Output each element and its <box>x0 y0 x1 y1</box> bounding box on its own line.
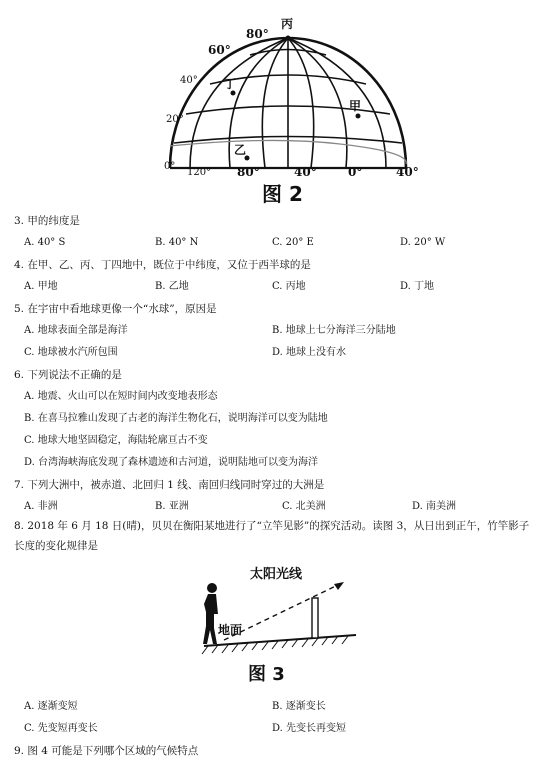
question-5-stem: 5. 在宇宙中看地球更像一个“水球”，原因是 <box>14 303 217 315</box>
label-lon-80: 80° <box>237 165 260 179</box>
q7-option-c[interactable]: C. 北美洲 <box>282 501 326 512</box>
q5-option-b[interactable]: B. 地球上七分海洋三分陆地 <box>272 325 396 336</box>
label-lat-40: 40° <box>180 75 198 86</box>
question-7-stem: 7. 下列大洲中，被赤道、北回归 1 线、南回归线同时穿过的大洲是 <box>14 479 325 491</box>
q8-option-d[interactable]: D. 先变长再变短 <box>272 723 347 734</box>
q8-option-b[interactable]: B. 逐渐变长 <box>272 701 326 712</box>
q6-option-c[interactable]: C. 地球大地坚固稳定，海陆轮廓亘古不变 <box>24 435 208 446</box>
label-lat-60: 60° <box>208 43 231 57</box>
question-4-stem: 4. 在甲、乙、丙、丁四地中，既位于中纬度，又位于西半球的是 <box>14 259 311 271</box>
q6-option-b[interactable]: B. 在喜马拉雅山发现了古老的海洋生物化石，说明海洋可以变为陆地 <box>24 413 328 424</box>
q7-option-b[interactable]: B. 亚洲 <box>155 501 189 512</box>
figure-2-caption: 图 2 <box>262 182 303 206</box>
q5-option-d[interactable]: D. 地球上没有水 <box>272 347 347 358</box>
q3-option-c[interactable]: C. 20° E <box>272 237 314 248</box>
figure-2 <box>150 18 425 208</box>
q8-option-c[interactable]: C. 先变短再变长 <box>24 723 98 734</box>
figure-3-caption: 图 3 <box>248 664 285 685</box>
q4-option-c[interactable]: C. 丙地 <box>272 281 306 292</box>
label-lon-120: 120° <box>187 167 212 178</box>
question-9-stem: 9. 图 4 可能是下列哪个区域的气候特点 <box>14 745 199 757</box>
q7-option-d[interactable]: D. 南美洲 <box>412 501 457 512</box>
label-lat-0: 0° <box>164 161 176 172</box>
q4-option-a[interactable]: A. 甲地 <box>24 281 58 292</box>
shadow-pole-diagram <box>196 568 366 668</box>
q6-option-a[interactable]: A. 地震、火山可以在短时间内改变地表形态 <box>24 391 218 402</box>
q8-option-a[interactable]: A. 逐渐变短 <box>24 701 78 712</box>
q4-option-b[interactable]: B. 乙地 <box>155 281 189 292</box>
q3-option-a[interactable]: A. 40° S <box>24 237 66 248</box>
label-ground: 地面 <box>218 623 243 637</box>
q6-option-d[interactable]: D. 台湾海峡海底发现了森林遗迹和古河道，说明陆地可以变为海洋 <box>24 457 319 468</box>
label-lon-40a: 40° <box>294 165 317 179</box>
q3-option-d[interactable]: D. 20° W <box>400 237 446 248</box>
label-sunlight: 太阳光线 <box>250 567 303 582</box>
label-lon-0: 0° <box>348 165 363 179</box>
label-yi: 乙 <box>234 143 247 157</box>
label-lat-20: 20° <box>166 114 184 125</box>
question-8-stem: 8. 2018 年 6 月 18 日(晴)，贝贝在衡阳某地进行了“立竿见影”的探究活动。读图 3，从日出到正午，竹竿影子长度的变化规律是 <box>14 520 530 552</box>
question-6-stem: 6. 下列说法不正确的是 <box>14 369 122 381</box>
q3-option-b[interactable]: B. 40° N <box>155 237 199 248</box>
label-ding: 丁 <box>224 77 237 91</box>
q4-option-d[interactable]: D. 丁地 <box>400 281 435 292</box>
q5-option-c[interactable]: C. 地球被水汽所包围 <box>24 347 118 358</box>
question-3-stem: 3. 甲的纬度是 <box>14 215 80 227</box>
label-lat-80: 80° <box>246 27 269 41</box>
label-lon-40b: 40° <box>396 165 419 179</box>
label-jia: 甲 <box>349 99 362 113</box>
label-bing: 丙 <box>281 17 294 31</box>
q5-option-a[interactable]: A. 地球表面全部是海洋 <box>24 325 128 336</box>
figure-3 <box>196 567 366 685</box>
q7-option-a[interactable]: A. 非洲 <box>24 501 58 512</box>
globe-grid-diagram <box>150 18 425 208</box>
